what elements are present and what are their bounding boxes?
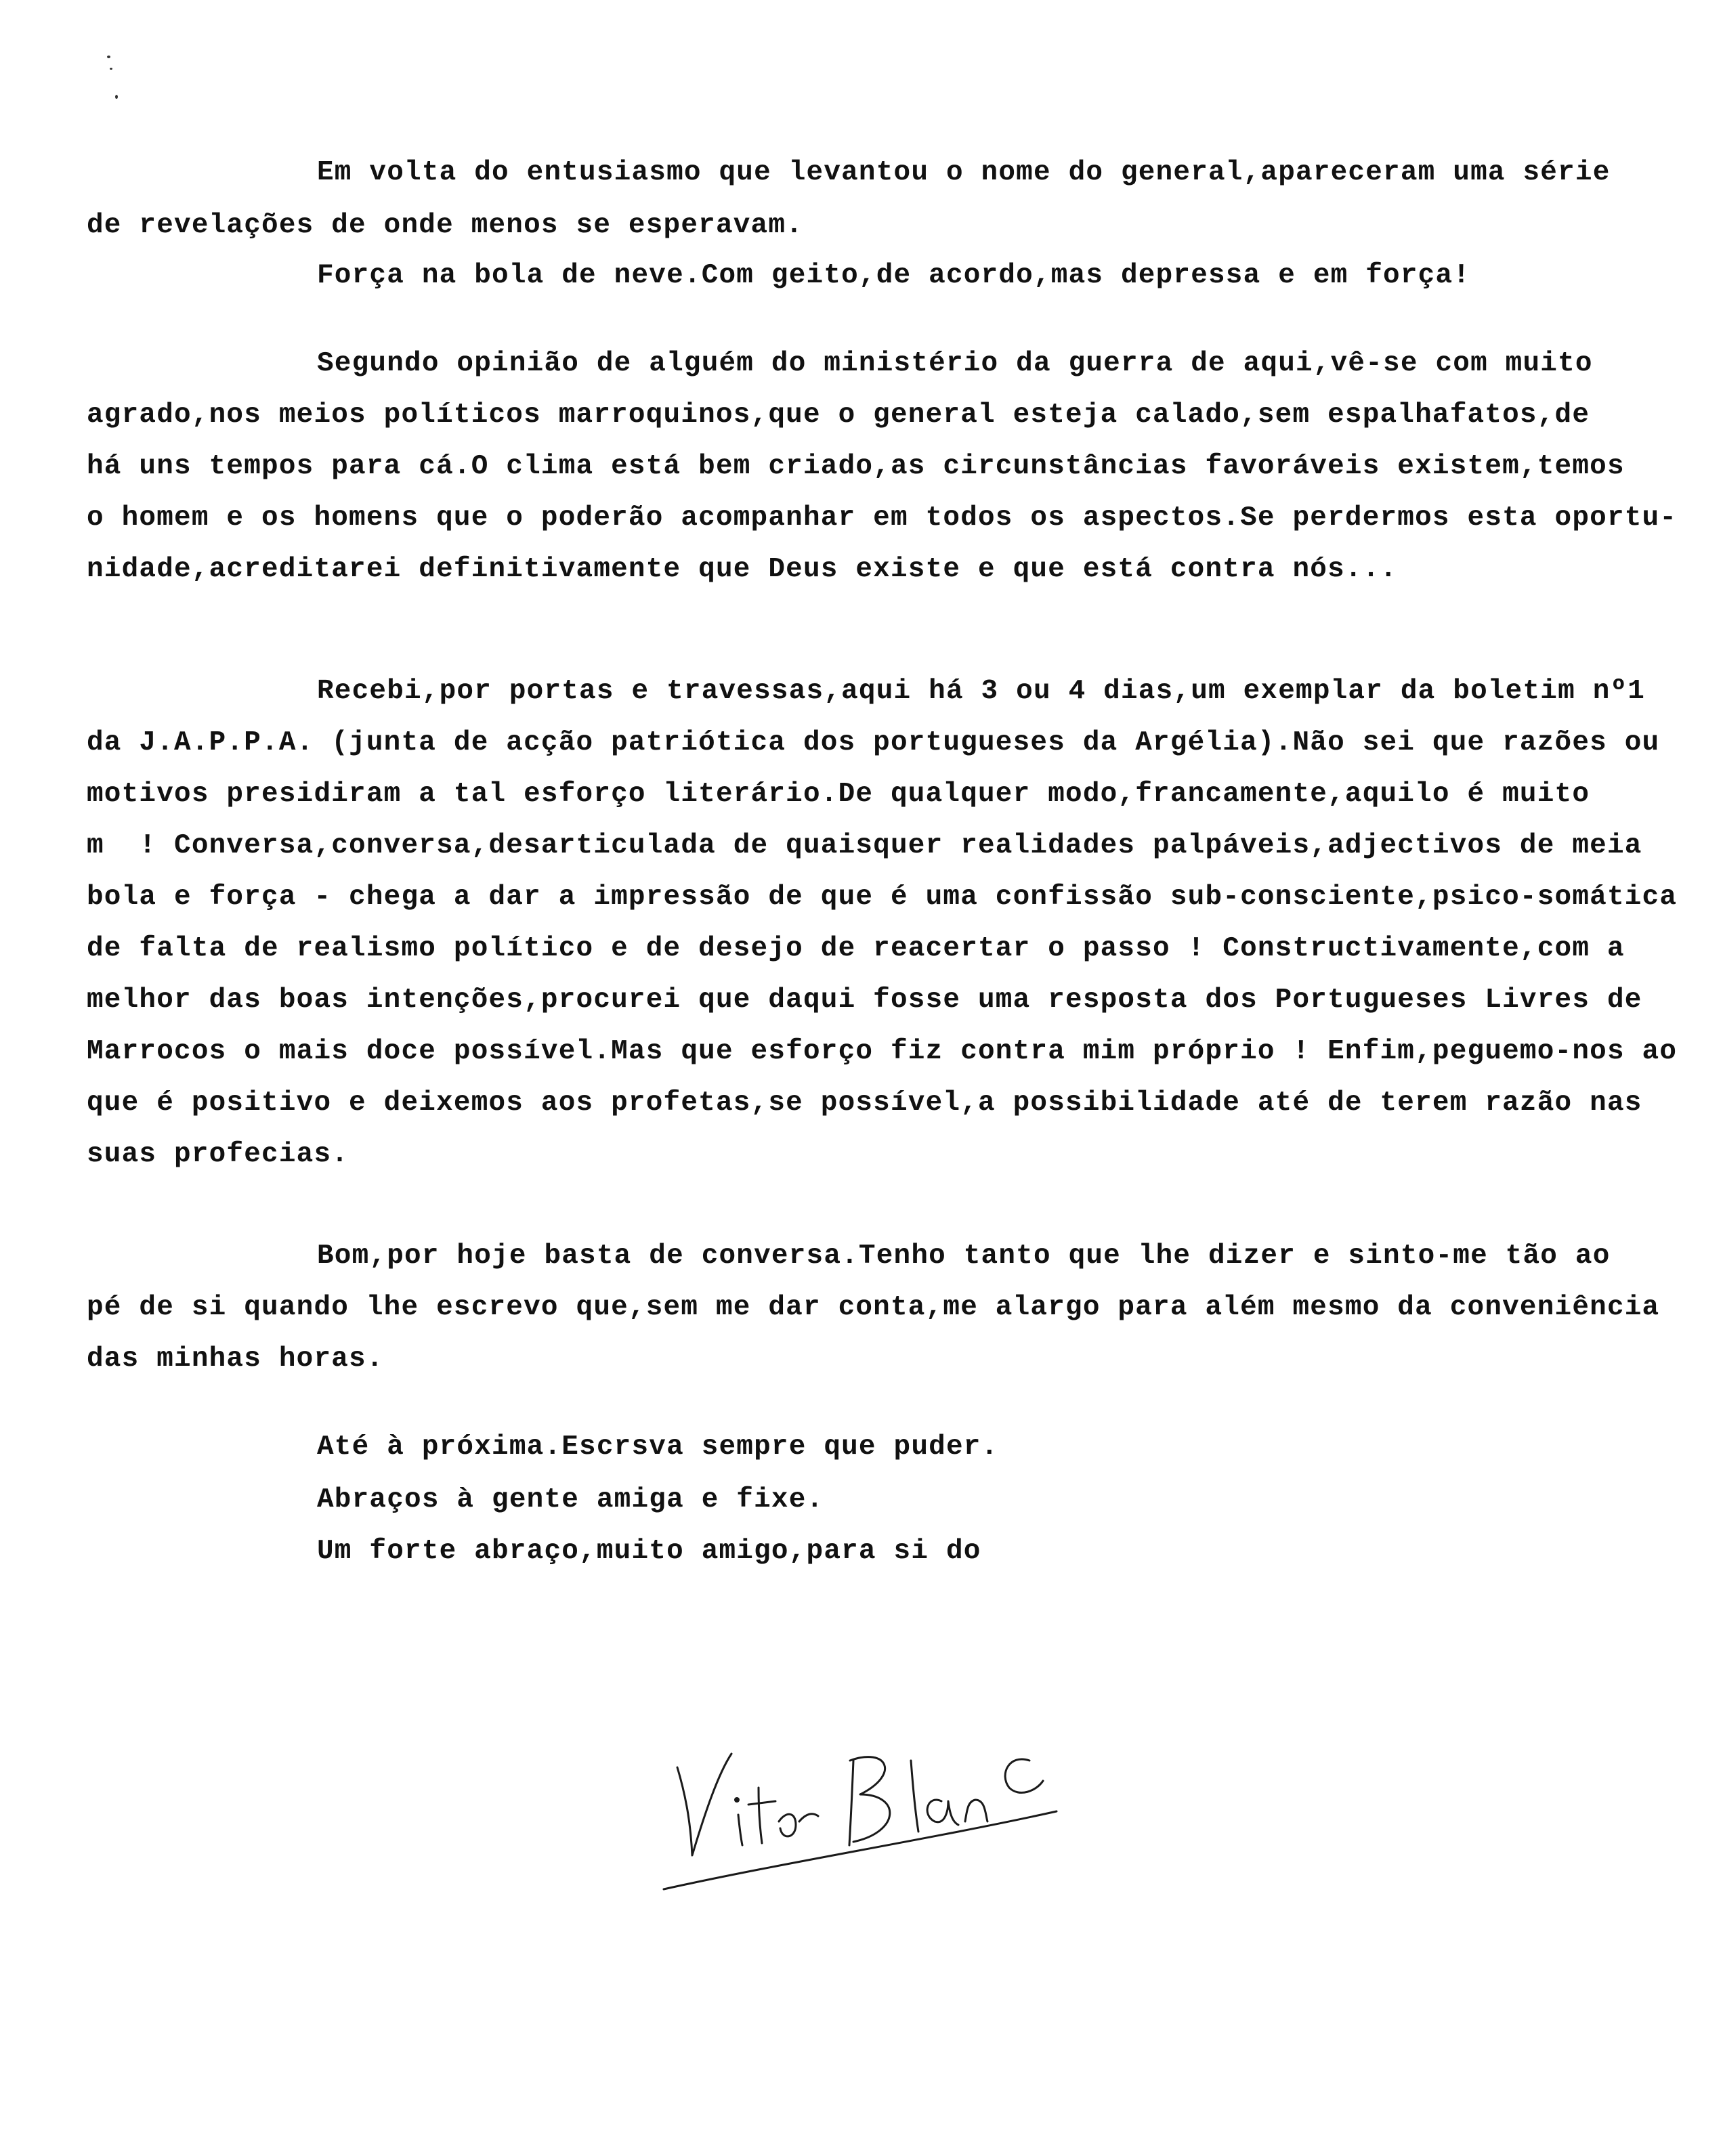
p1-line-3: Força na bola de neve.Com geito,de acordo,mas depressa e em força! [317,260,1471,291]
p1-line-2: de revelações de onde menos se esperavam. [87,210,803,241]
p3-line-3: motivos presidiram a tal esforço literário.De qualquer modo,francamente,aquilo é muito [87,779,1590,810]
p3-line-9: que é positivo e deixemos aos profetas,se possível,a possibilidade até de terem razão nas [87,1087,1642,1119]
p2-line-2: agrado,nos meios políticos marroquinos,que o general esteja calado,sem espalhafatos,de [87,400,1590,431]
handwritten-signature [650,1686,1111,1903]
p3-line-10: suas profecias. [87,1139,349,1170]
p3-line-7: melhor das boas intenções,procurei que daqui fosse uma resposta dos Portugueses Livres de [87,985,1642,1016]
scan-speck [115,95,118,99]
scan-speck [110,68,112,70]
p4-line-1: Bom,por hoje basta de conversa.Tenho tanto que lhe dizer e sinto-me tão ao [317,1241,1611,1272]
p3-line-2: da J.A.P.P.A. (junta de acção patriótica dos portugueses da Argélia).Não sei que razões ou [87,727,1660,758]
p4-line-3: das minhas horas. [87,1343,384,1375]
p3-line-1: Recebi,por portas e travessas,aqui há 3 ou 4 dias,um exemplar da boletim nº1 [317,676,1646,707]
p3-line-4: m ! Conversa,conversa,desarticulada de quaisquer realidades palpáveis,adjectivos de meia [87,830,1642,861]
p3-line-6: de falta de realismo político e de desejo de reacertar o passo ! Constructivamente,com a [87,933,1625,964]
closing-line-1: Até à próxima.Escrsva sempre que puder. [317,1431,999,1463]
p2-line-5: nidade,acreditarei definitivamente que Deus existe e que está contra nós... [87,554,1398,585]
p3-line-8: Marrocos o mais doce possível.Mas que esforço fiz contra mim próprio ! Enfim,peguemo-nos ao [87,1036,1678,1067]
scan-speck [107,56,110,58]
p1-line-1: Em volta do entusiasmo que levantou o nome do general,apareceram uma série [317,157,1611,188]
closing-line-3: Um forte abraço,muito amigo,para si do [317,1536,981,1567]
p2-line-4: o homem e os homens que o poderão acompanhar em todos os aspectos.Se perdermos esta oportu- [87,502,1678,534]
p2-line-1: Segundo opinião de alguém do ministério da guerra de aqui,vê-se com muito [317,348,1593,379]
closing-line-2: Abraços à gente amiga e fixe. [317,1484,824,1515]
p3-line-5: bola e força - chega a dar a impressão de que é uma confissão sub-consciente,psico-somática [87,882,1678,913]
p2-line-3: há uns tempos para cá.O clima está bem criado,as circunstâncias favoráveis existem,temos [87,451,1625,482]
p4-line-2: pé de si quando lhe escrevo que,sem me dar conta,me alargo para além mesmo da conveniência [87,1292,1660,1323]
